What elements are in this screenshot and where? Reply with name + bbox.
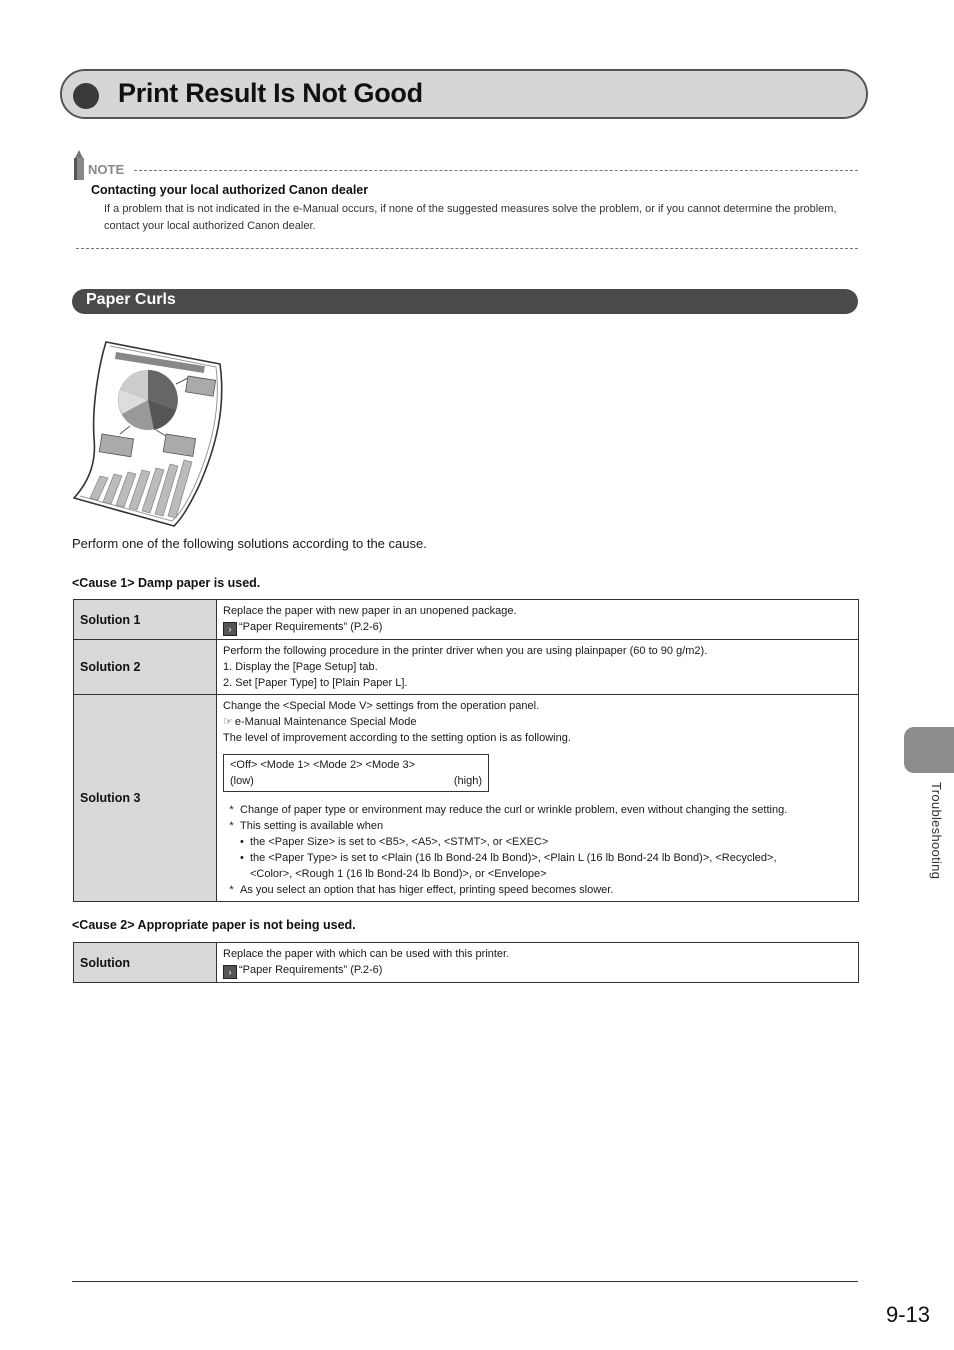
solution-text: Replace the paper with which can be used with this printer. bbox=[223, 948, 510, 960]
table-row bbox=[74, 943, 859, 983]
solution-1-label: Solution 1 bbox=[74, 600, 217, 640]
cause-2-table bbox=[73, 942, 859, 983]
solution-3-condition-paper-type: the <Paper Type> is set to <Plain (16 lb Bond-24 lb Bond)>, <Plain L (16 lb Bond-24 lb Bond)>, <Recycled>, bbox=[250, 852, 777, 864]
chapter-side-tab[interactable] bbox=[904, 727, 954, 773]
mode-scale-low: (low) bbox=[230, 775, 254, 787]
solution-reference[interactable] bbox=[223, 962, 852, 979]
solution-3-label: Solution 3 bbox=[74, 695, 217, 902]
solution-3-condition-paper-type-cont: <Color>, <Rough 1 (16 lb Bond-24 lb Bond)>, or <Envelope> bbox=[250, 868, 547, 880]
solution-2-content bbox=[217, 640, 859, 695]
list-item: * Change of paper type or environment may reduce the curl or wrinkle problem, even without changing the setting. bbox=[229, 804, 788, 816]
solution-3-condition-paper-size: the <Paper Size> is set to <B5>, <A5>, <STMT>, or <EXEC> bbox=[250, 836, 549, 848]
list-item: * This setting is available when bbox=[229, 820, 384, 832]
cause-1-heading: <Cause 1> Damp paper is used. bbox=[72, 576, 261, 590]
note-label: NOTE bbox=[88, 162, 125, 177]
note-heading: Contacting your local authorized Canon dealer bbox=[91, 183, 369, 197]
mode-scale-high: (high) bbox=[453, 775, 482, 787]
page-number: 9-13 bbox=[886, 1302, 931, 1327]
page-title: Print Result Is Not Good bbox=[118, 78, 423, 108]
note-divider-bottom bbox=[76, 248, 858, 249]
reference-arrow-icon: › bbox=[223, 965, 237, 979]
mode-scale-box bbox=[223, 754, 489, 792]
solution-3-note-2: This setting is available when bbox=[240, 820, 384, 832]
list-item: • the <Paper Type> is set to <Plain (16 lb Bond-24 lb Bond)>, <Plain L (16 lb Bond-24 lb Bond)>, <Recycled>, bbox=[240, 852, 777, 864]
solution-1-reference[interactable] bbox=[223, 619, 852, 636]
note-divider-top bbox=[134, 170, 858, 171]
title-bullet-icon bbox=[73, 83, 99, 109]
solution-reference-link[interactable]: “Paper Requirements” (P.2-6) bbox=[239, 964, 383, 976]
section-header-bar bbox=[72, 289, 858, 314]
solution-3-note-1: Change of paper type or environment may reduce the curl or wrinkle problem, even without changing the setting. bbox=[240, 804, 788, 816]
solution-2-step-2: 2. Set [Paper Type] to [Plain Paper L]. bbox=[223, 677, 408, 689]
solution-3-note-3: As you select an option that has higer effect, printing speed becomes slower. bbox=[240, 884, 614, 896]
solution-2-step-1: 1. Display the [Page Setup] tab. bbox=[223, 661, 378, 673]
solution-1-content bbox=[217, 600, 859, 640]
solution-3-reference-link[interactable]: e-Manual Maintenance Special Mode bbox=[234, 716, 417, 728]
solution-3-level-text: The level of improvement according to the setting option is as following. bbox=[223, 732, 571, 744]
note-body: If a problem that is not indicated in the e-Manual occurs, if none of the suggested measures solve the problem, or if you cannot determine the problem, contact your local authorized Canon dealer. bbox=[104, 203, 837, 232]
solution-label: Solution bbox=[74, 943, 217, 983]
section-intro: Perform one of the following solutions according to the cause. bbox=[72, 536, 427, 551]
pointing-hand-icon: ☞ bbox=[223, 716, 233, 728]
mode-options: <Off> <Mode 1> <Mode 2> <Mode 3> bbox=[230, 759, 416, 771]
solution-1-text: Replace the paper with new paper in an unopened package. bbox=[223, 605, 517, 617]
reference-arrow-icon: › bbox=[223, 622, 237, 636]
list-item: * As you select an option that has higer effect, printing speed becomes slower. bbox=[229, 884, 614, 896]
solution-2-label: Solution 2 bbox=[74, 640, 217, 695]
cause-1-table bbox=[73, 599, 859, 902]
solution-2-text: Perform the following procedure in the printer driver when you are using plainpaper (60 to 90 g/m2). bbox=[223, 645, 708, 657]
list-item: • the <Paper Size> is set to <B5>, <A5>, <STMT>, or <EXEC> bbox=[240, 836, 549, 848]
footer-divider bbox=[72, 1281, 858, 1282]
cause-2-heading: <Cause 2> Appropriate paper is not being used. bbox=[72, 918, 356, 932]
pencil-icon bbox=[72, 150, 86, 180]
curled-paper-illustration bbox=[70, 338, 230, 530]
list-item bbox=[223, 866, 852, 882]
table-row bbox=[74, 600, 859, 640]
solution-3-text: Change the <Special Mode V> settings from the operation panel. bbox=[223, 700, 540, 712]
chapter-side-label: Troubleshooting bbox=[929, 782, 944, 880]
solution-content bbox=[217, 943, 859, 983]
solution-1-reference-link[interactable]: “Paper Requirements” (P.2-6) bbox=[239, 621, 383, 633]
table-row bbox=[74, 695, 859, 902]
section-title: Paper Curls bbox=[86, 291, 176, 308]
solution-3-reference[interactable] bbox=[223, 714, 852, 730]
solution-3-content bbox=[217, 695, 859, 902]
table-row bbox=[74, 640, 859, 695]
